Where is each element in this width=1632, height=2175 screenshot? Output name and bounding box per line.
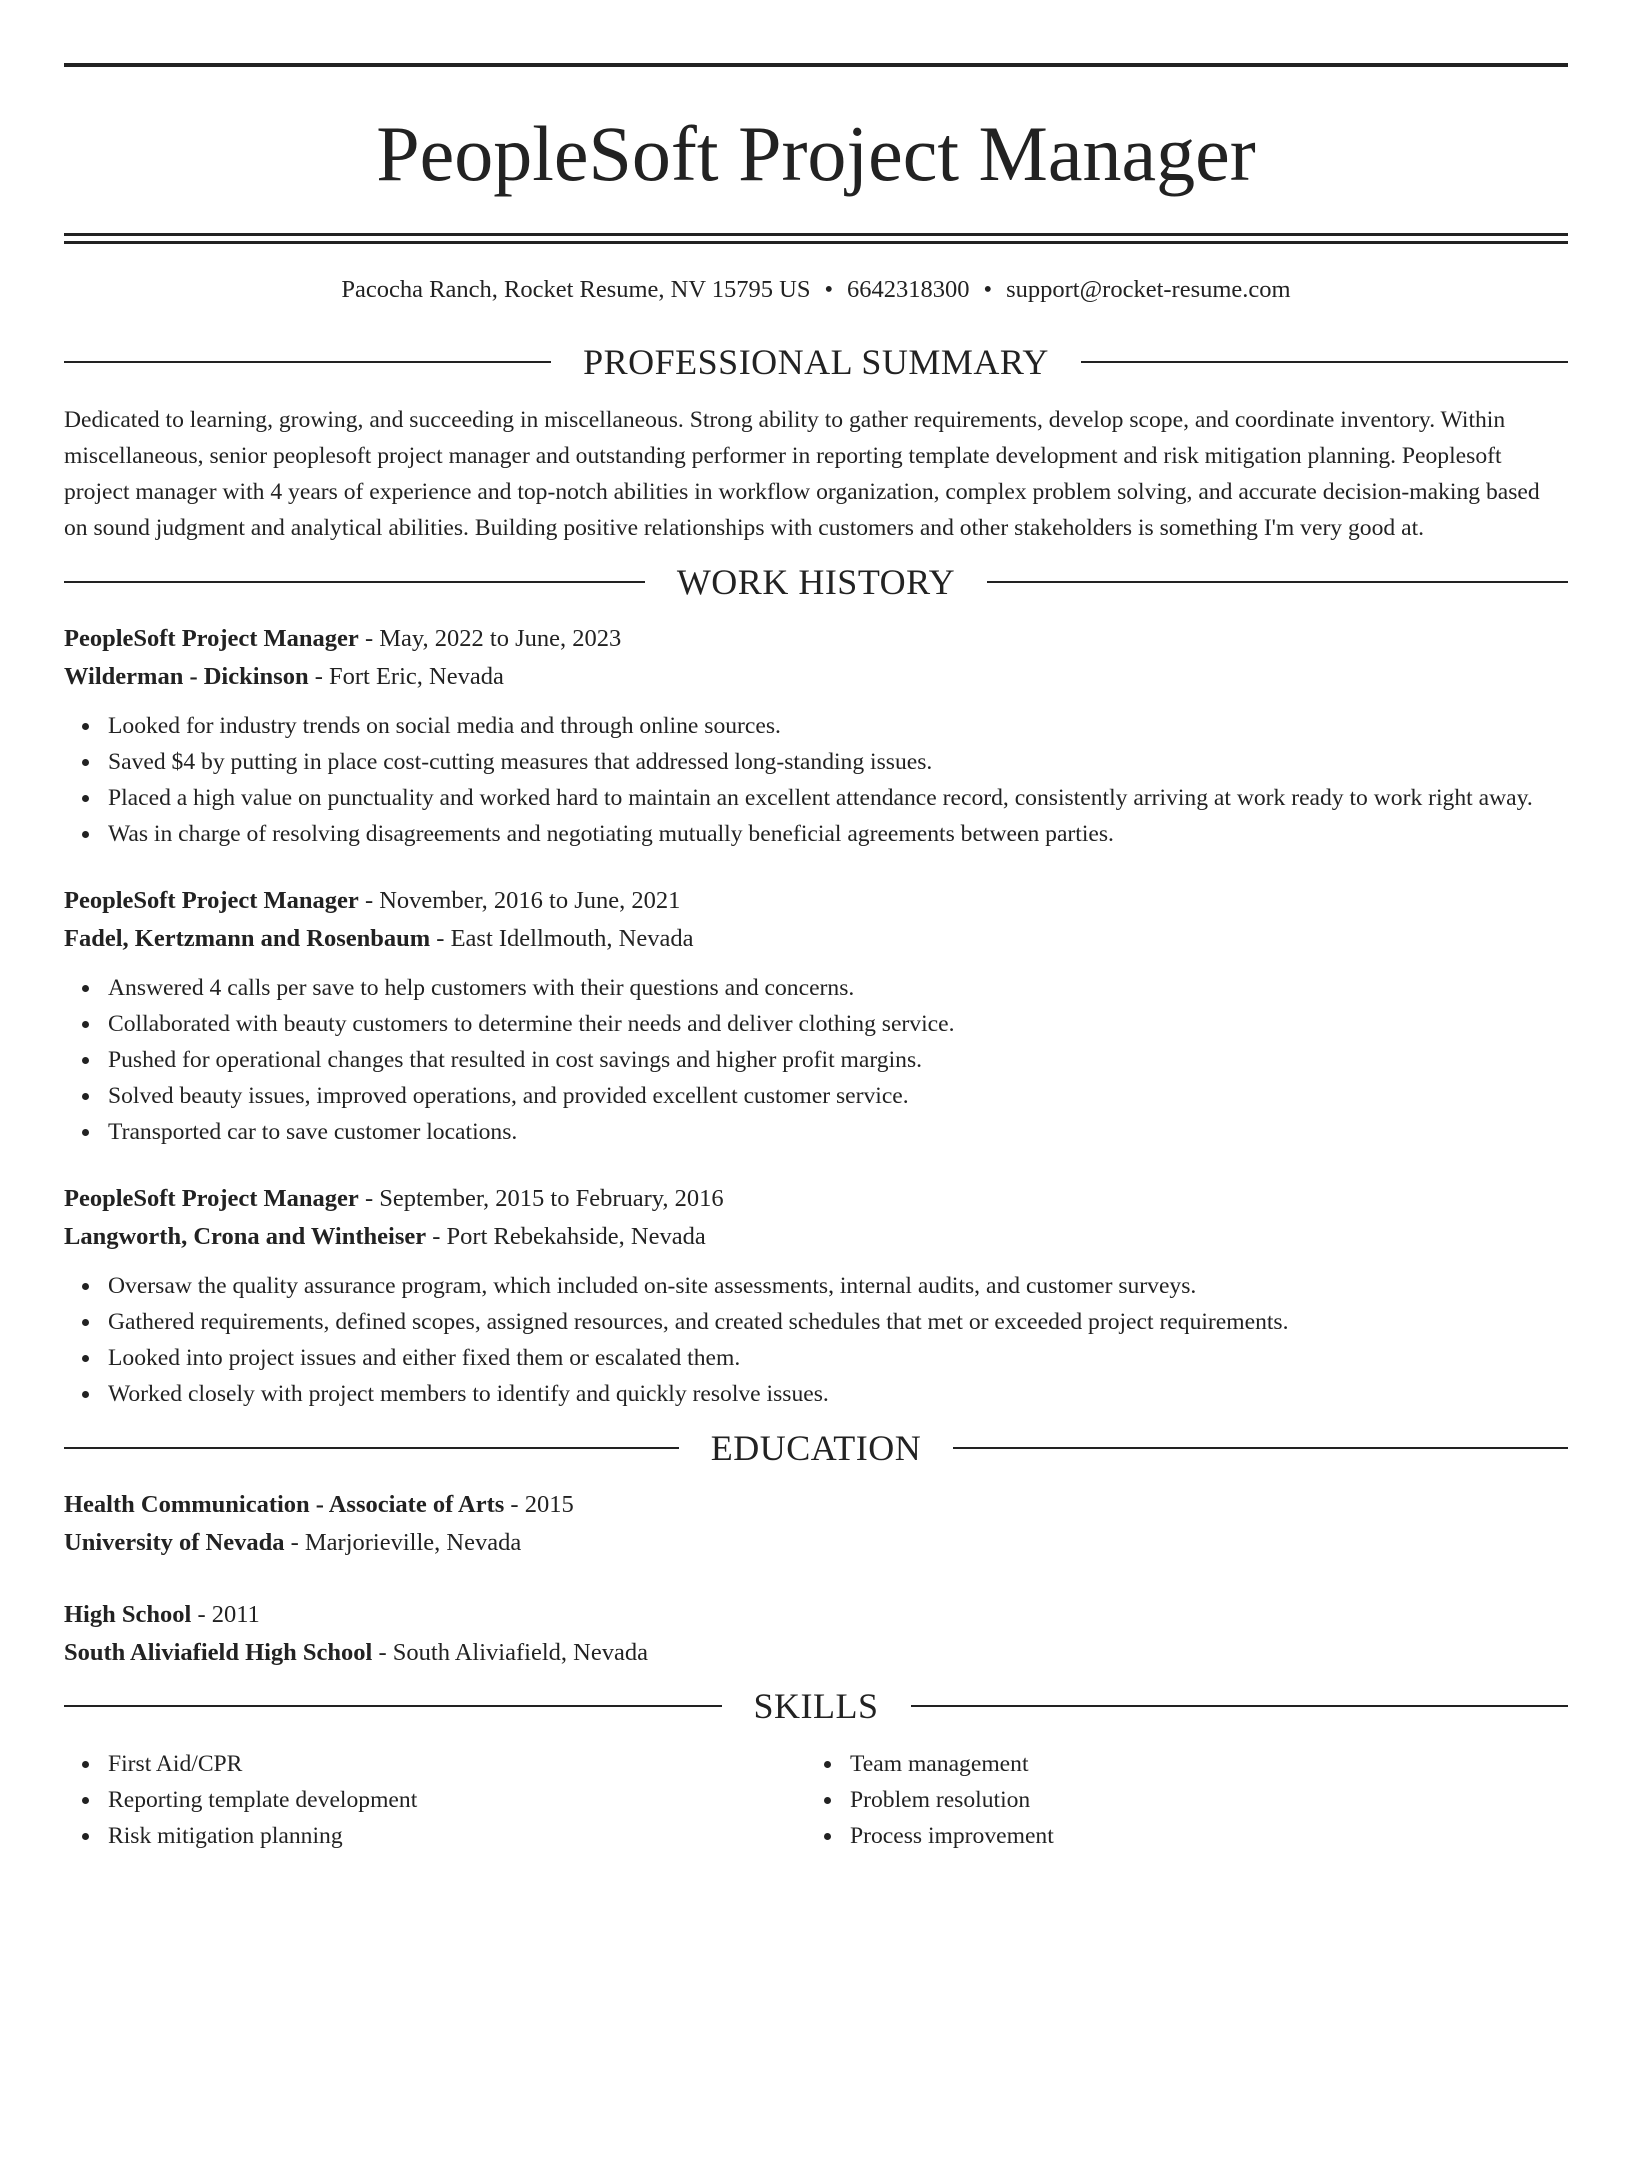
education-school-line — [64, 1524, 1568, 1562]
skill-text: Process improvement — [850, 1823, 1054, 1849]
list-item — [64, 744, 1568, 780]
bullet-icon — [82, 831, 89, 838]
job-location: - East Idellmouth, Nevada — [430, 925, 694, 952]
education-school: University of Nevada — [64, 1529, 285, 1556]
contact-separator: • — [983, 276, 993, 303]
list-item — [64, 1268, 1568, 1304]
list-item-text: Placed a high value on punctuality and worked hard to maintain an excellent attendance record, consistently arriving at work ready to work right away. — [108, 785, 1533, 811]
education-school-line — [64, 1634, 1568, 1672]
bullet-icon — [82, 1021, 89, 1028]
job-company: Fadel, Kertzmann and Rosenbaum — [64, 925, 431, 952]
bullet-icon — [82, 1833, 89, 1840]
job-entry — [64, 620, 1568, 852]
contact-email: support@rocket-resume.com — [1006, 276, 1291, 303]
list-item-text: Looked for industry trends on social media and through online sources. — [108, 713, 781, 739]
job-title: PeopleSoft Project Manager — [64, 1185, 359, 1212]
job-dates: - May, 2022 to June, 2023 — [358, 625, 622, 652]
job-entry — [64, 1180, 1568, 1412]
job-title: PeopleSoft Project Manager — [64, 625, 359, 652]
list-item-text: Solved beauty issues, improved operations, and provided excellent customer service. — [108, 1083, 909, 1109]
education-degree-line — [64, 1486, 1568, 1524]
skills-list — [64, 1746, 1568, 1854]
bullet-icon — [82, 795, 89, 802]
list-item — [806, 1782, 1548, 1818]
list-item-text: Saved $4 by putting in place cost-cutting measures that addressed long-standing issues. — [108, 749, 933, 775]
contact-separator: • — [824, 276, 834, 303]
job-title-line — [64, 882, 1568, 920]
education-year: - 2011 — [191, 1601, 260, 1628]
job-company-line — [64, 1218, 1568, 1256]
education-entry — [64, 1486, 1568, 1562]
job-bullets — [64, 970, 1568, 1150]
bullet-icon — [82, 1355, 89, 1362]
job-company: Wilderman - Dickinson — [64, 663, 309, 690]
list-item-text: Gathered requirements, defined scopes, assigned resources, and created schedules that met or exceeded project requirements. — [108, 1309, 1289, 1335]
list-item-text: Collaborated with beauty customers to determine their needs and deliver clothing service. — [108, 1011, 955, 1037]
bullet-icon — [824, 1797, 831, 1804]
list-item — [64, 1376, 1568, 1412]
section-title: SKILLS — [753, 1686, 879, 1726]
list-item — [806, 1818, 1548, 1854]
job-location: - Port Rebekahside, Nevada — [426, 1223, 706, 1250]
job-title-line — [64, 1180, 1568, 1218]
education-location: - Marjorieville, Nevada — [284, 1529, 522, 1556]
job-company: Langworth, Crona and Wintheiser — [64, 1223, 427, 1250]
education-degree: Health Communication - Associate of Arts — [64, 1491, 505, 1518]
bullet-icon — [82, 1761, 89, 1768]
education-location: - South Aliviafield, Nevada — [372, 1639, 648, 1666]
education-degree: High School — [64, 1601, 192, 1628]
list-item-text: Looked into project issues and either fixed them or escalated them. — [108, 1345, 741, 1371]
job-title-line — [64, 620, 1568, 658]
job-dates: - November, 2016 to June, 2021 — [358, 887, 681, 914]
header-double-rule — [64, 233, 1568, 244]
bullet-icon — [82, 1319, 89, 1326]
contact-phone: 6642318300 — [847, 276, 970, 303]
list-item — [806, 1746, 1548, 1782]
list-item — [64, 816, 1568, 852]
heading-rule — [64, 1447, 679, 1449]
list-item — [64, 1078, 1568, 1114]
list-item — [64, 1340, 1568, 1376]
bullet-icon — [82, 1093, 89, 1100]
list-item-text: Worked closely with project members to identify and quickly resolve issues. — [108, 1381, 829, 1407]
bullet-icon — [824, 1833, 831, 1840]
job-title: PeopleSoft Project Manager — [64, 887, 359, 914]
section-heading-work — [64, 554, 1568, 610]
list-item — [64, 1042, 1568, 1078]
heading-rule — [64, 581, 645, 583]
section-heading-summary — [64, 334, 1568, 390]
list-item-text: Transported car to save customer locations. — [108, 1119, 518, 1145]
bullet-icon — [824, 1761, 831, 1768]
section-title: EDUCATION — [710, 1428, 922, 1468]
bullet-icon — [82, 1797, 89, 1804]
bullet-icon — [82, 985, 89, 992]
section-title: WORK HISTORY — [676, 562, 956, 602]
bullet-icon — [82, 1057, 89, 1064]
summary-paragraph: Dedicated to learning, growing, and succeeding in miscellaneous. Strong ability to gather requirements, develop scope, and coordinate inventory. Within miscellaneous, senior peoplesoft project manager and outstanding performer in reporting template development and risk mitigation planning. Peoplesoft project manager with 4 years of experience and top-notch abilities in workflow organization, complex problem solving, and accurate decision-making based on sound judgment and analytical abilities. Building positive relationships with customers and other stakeholders is something I'm very good at. — [64, 407, 1540, 541]
section-heading-education — [64, 1420, 1568, 1476]
bullet-icon — [82, 1391, 89, 1398]
skill-text: Risk mitigation planning — [108, 1823, 343, 1849]
education-degree-line — [64, 1596, 1568, 1634]
job-location: - Fort Eric, Nevada — [308, 663, 504, 690]
education-school: South Aliviafield High School — [64, 1639, 373, 1666]
skill-text: Problem resolution — [850, 1787, 1031, 1813]
skill-text: Reporting template development — [108, 1787, 418, 1813]
heading-rule — [64, 361, 551, 363]
list-item-text: Pushed for operational changes that resulted in cost savings and higher profit margins. — [108, 1047, 923, 1073]
job-bullets — [64, 1268, 1568, 1412]
list-item — [64, 1782, 806, 1818]
list-item-text: Answered 4 calls per save to help customers with their questions and concerns. — [108, 975, 855, 1001]
heading-rule — [953, 1447, 1568, 1449]
skill-text: First Aid/CPR — [108, 1751, 243, 1777]
education-entry — [64, 1596, 1568, 1672]
job-company-line — [64, 920, 1568, 958]
job-bullets — [64, 708, 1568, 852]
job-dates: - September, 2015 to February, 2016 — [358, 1185, 724, 1212]
job-entry — [64, 882, 1568, 1150]
contact-line — [64, 273, 1568, 307]
job-company-line — [64, 658, 1568, 696]
list-item — [64, 780, 1568, 816]
skills-column-right — [806, 1746, 1548, 1854]
skills-column-left — [64, 1746, 806, 1854]
list-item-text: Oversaw the quality assurance program, which included on-site assessments, internal audits, and customer surveys. — [108, 1273, 1197, 1299]
resume-name: PeopleSoft Project Manager — [376, 110, 1256, 197]
contact-address: Pacocha Ranch, Rocket Resume, NV 15795 US — [341, 276, 811, 303]
heading-rule — [911, 1705, 1569, 1707]
list-item — [64, 1818, 806, 1854]
list-item — [64, 1304, 1568, 1340]
header-top-rule — [64, 63, 1568, 67]
list-item — [64, 970, 1568, 1006]
heading-rule — [987, 581, 1568, 583]
bullet-icon — [82, 1129, 89, 1136]
list-item — [64, 1006, 1568, 1042]
heading-rule — [1081, 361, 1568, 363]
bullet-icon — [82, 1283, 89, 1290]
heading-rule — [64, 1705, 722, 1707]
education-year: - 2015 — [504, 1491, 574, 1518]
list-item-text: Was in charge of resolving disagreements and negotiating mutually beneficial agreements between parties. — [108, 821, 1114, 847]
resume-page — [0, 63, 1632, 2175]
list-item — [64, 708, 1568, 744]
section-heading-skills — [64, 1678, 1568, 1734]
bullet-icon — [82, 759, 89, 766]
bullet-icon — [82, 723, 89, 730]
list-item — [64, 1114, 1568, 1150]
list-item — [64, 1746, 806, 1782]
section-title: PROFESSIONAL SUMMARY — [583, 342, 1049, 382]
skill-text: Team management — [850, 1751, 1029, 1777]
